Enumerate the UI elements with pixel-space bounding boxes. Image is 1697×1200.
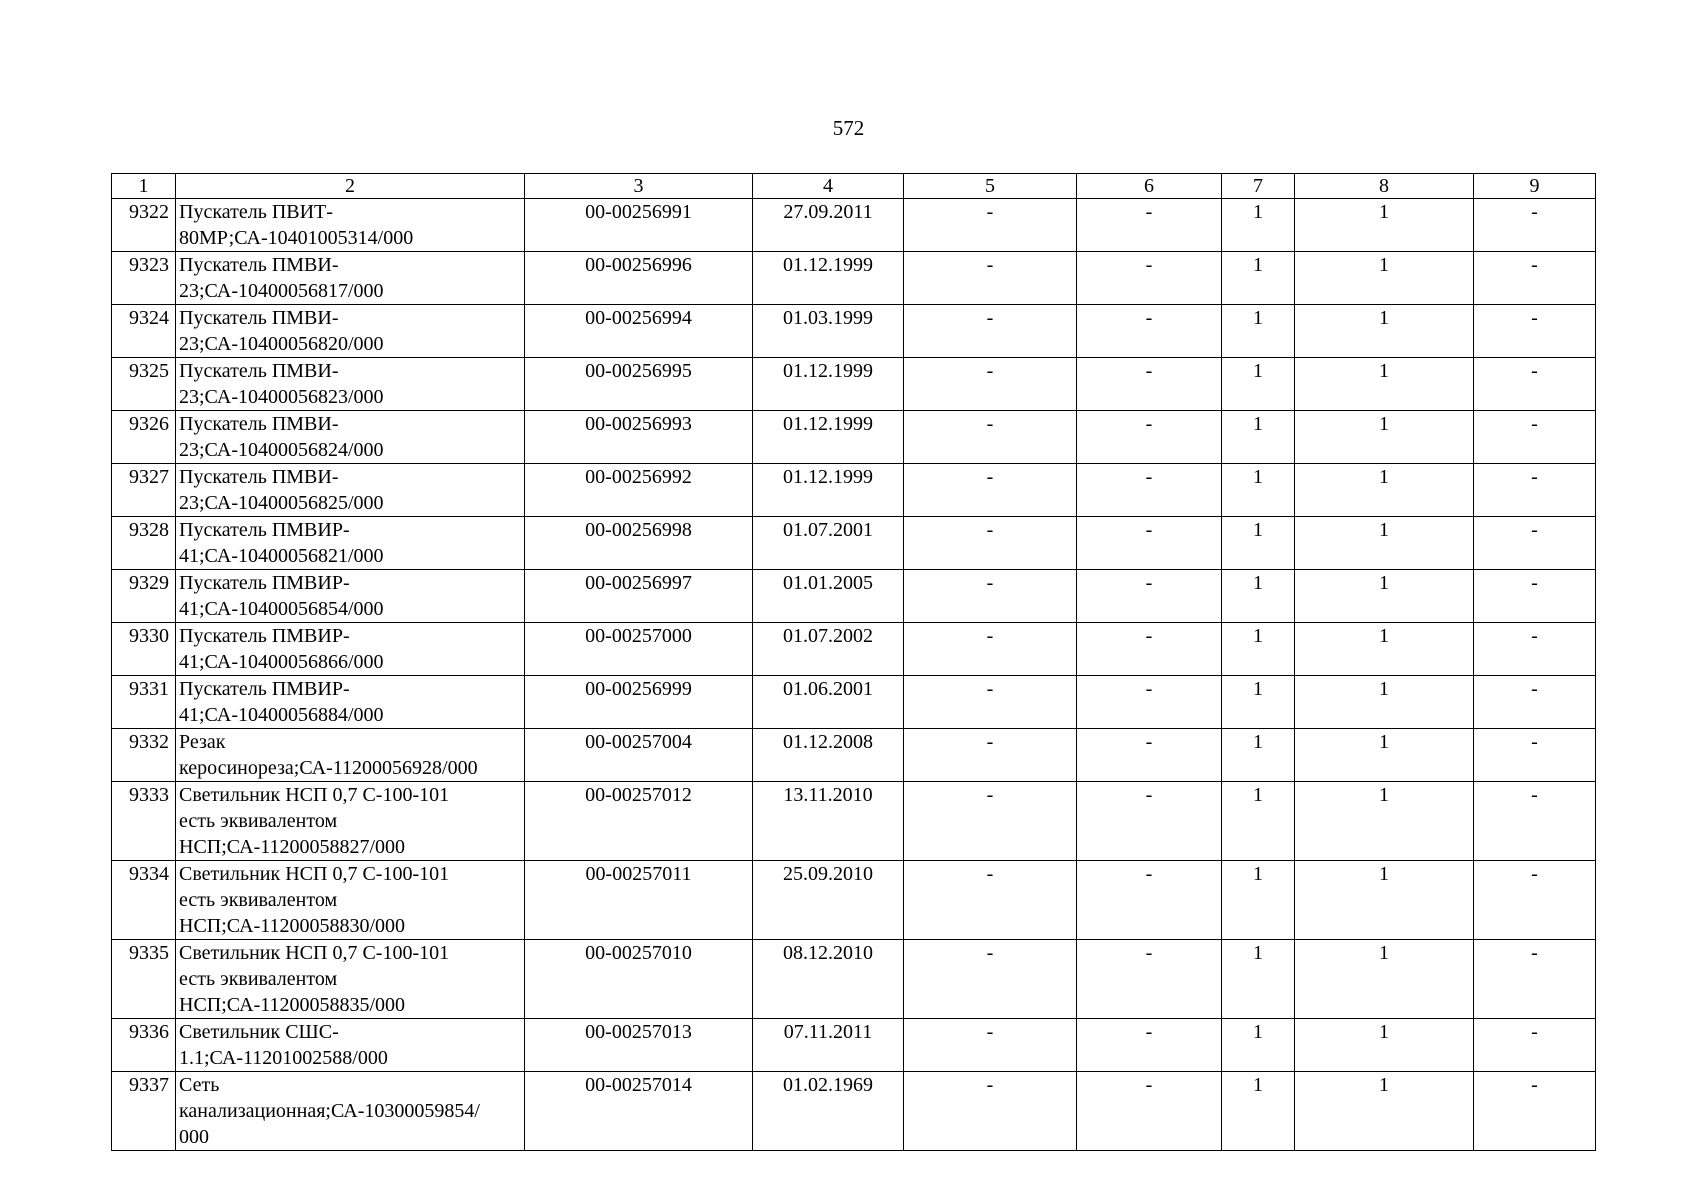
- row-number-cell: 9328: [112, 517, 176, 570]
- col6-cell: -: [1077, 729, 1222, 782]
- col6-cell: -: [1077, 570, 1222, 623]
- col7-cell: 1: [1222, 570, 1295, 623]
- col8-cell: 1: [1295, 623, 1474, 676]
- col5-cell: -: [904, 464, 1077, 517]
- name-cell: Резак керосинореза;СА-11200056928/000: [176, 729, 525, 782]
- col6-cell: -: [1077, 782, 1222, 861]
- col9-cell: -: [1474, 517, 1596, 570]
- date-cell: 27.09.2011: [753, 199, 904, 252]
- name-cell: Пускатель ПМВИР- 41;СА-10400056854/000: [176, 570, 525, 623]
- column-header: 3: [525, 174, 753, 199]
- column-header: 2: [176, 174, 525, 199]
- col7-cell: 1: [1222, 199, 1295, 252]
- col8-cell: 1: [1295, 411, 1474, 464]
- date-cell: 01.07.2001: [753, 517, 904, 570]
- table-body: [112, 199, 1596, 1151]
- name-cell: Пускатель ПМВИ- 23;СА-10400056825/000: [176, 464, 525, 517]
- table-row: [112, 676, 1596, 729]
- col5-cell: -: [904, 570, 1077, 623]
- table-row: [112, 305, 1596, 358]
- col5-cell: -: [904, 729, 1077, 782]
- table-header-row: [112, 174, 1596, 199]
- date-cell: 01.12.1999: [753, 252, 904, 305]
- date-cell: 01.07.2002: [753, 623, 904, 676]
- table-row: [112, 517, 1596, 570]
- table-row: [112, 782, 1596, 861]
- column-header: 6: [1077, 174, 1222, 199]
- col9-cell: -: [1474, 1072, 1596, 1151]
- table-row: [112, 623, 1596, 676]
- page-number: 572: [832, 116, 865, 140]
- col5-cell: -: [904, 623, 1077, 676]
- row-number-cell: 9323: [112, 252, 176, 305]
- table-row: [112, 570, 1596, 623]
- col8-cell: 1: [1295, 517, 1474, 570]
- table-row: [112, 940, 1596, 1019]
- col6-cell: -: [1077, 517, 1222, 570]
- row-number-cell: 9330: [112, 623, 176, 676]
- row-number-cell: 9327: [112, 464, 176, 517]
- col6-cell: -: [1077, 623, 1222, 676]
- name-cell: Светильник НСП 0,7 С-100-101 есть эквивалентом НСП;СА-11200058835/000: [176, 940, 525, 1019]
- date-cell: 13.11.2010: [753, 782, 904, 861]
- col7-cell: 1: [1222, 940, 1295, 1019]
- date-cell: 01.12.1999: [753, 464, 904, 517]
- row-number-cell: 9322: [112, 199, 176, 252]
- asset-table: [111, 173, 1596, 1151]
- row-number-cell: 9335: [112, 940, 176, 1019]
- inventory-number-cell: 00-00256996: [525, 252, 753, 305]
- col8-cell: 1: [1295, 358, 1474, 411]
- col6-cell: -: [1077, 411, 1222, 464]
- col9-cell: -: [1474, 252, 1596, 305]
- col9-cell: -: [1474, 570, 1596, 623]
- row-number-cell: 9325: [112, 358, 176, 411]
- column-header: 8: [1295, 174, 1474, 199]
- inventory-number-cell: 00-00256994: [525, 305, 753, 358]
- col9-cell: -: [1474, 676, 1596, 729]
- col7-cell: 1: [1222, 464, 1295, 517]
- row-number-cell: 9334: [112, 861, 176, 940]
- col7-cell: 1: [1222, 623, 1295, 676]
- name-cell: Пускатель ПВИТ- 80МР;СА-10401005314/000: [176, 199, 525, 252]
- row-number-cell: 9324: [112, 305, 176, 358]
- inventory-number-cell: 00-00256999: [525, 676, 753, 729]
- table-row: [112, 199, 1596, 252]
- col8-cell: 1: [1295, 252, 1474, 305]
- col5-cell: -: [904, 517, 1077, 570]
- name-cell: Пускатель ПМВИ- 23;СА-10400056817/000: [176, 252, 525, 305]
- table-row: [112, 358, 1596, 411]
- inventory-number-cell: 00-00257011: [525, 861, 753, 940]
- col5-cell: -: [904, 305, 1077, 358]
- date-cell: 01.02.1969: [753, 1072, 904, 1151]
- name-cell: Пускатель ПМВИ- 23;СА-10400056824/000: [176, 411, 525, 464]
- column-header: 4: [753, 174, 904, 199]
- inventory-number-cell: 00-00256998: [525, 517, 753, 570]
- col5-cell: -: [904, 252, 1077, 305]
- date-cell: 07.11.2011: [753, 1019, 904, 1072]
- col6-cell: -: [1077, 676, 1222, 729]
- inventory-number-cell: 00-00256995: [525, 358, 753, 411]
- col7-cell: 1: [1222, 411, 1295, 464]
- inventory-number-cell: 00-00257004: [525, 729, 753, 782]
- col8-cell: 1: [1295, 199, 1474, 252]
- col7-cell: 1: [1222, 1072, 1295, 1151]
- name-cell: Светильник НСП 0,7 С-100-101 есть эквивалентом НСП;СА-11200058830/000: [176, 861, 525, 940]
- col5-cell: -: [904, 411, 1077, 464]
- col7-cell: 1: [1222, 305, 1295, 358]
- col9-cell: -: [1474, 623, 1596, 676]
- inventory-number-cell: 00-00256993: [525, 411, 753, 464]
- inventory-number-cell: 00-00257010: [525, 940, 753, 1019]
- col9-cell: -: [1474, 411, 1596, 464]
- table-row: [112, 252, 1596, 305]
- name-cell: Пускатель ПМВИ- 23;СА-10400056823/000: [176, 358, 525, 411]
- col9-cell: -: [1474, 782, 1596, 861]
- date-cell: 08.12.2010: [753, 940, 904, 1019]
- col6-cell: -: [1077, 861, 1222, 940]
- inventory-number-cell: 00-00257000: [525, 623, 753, 676]
- name-cell: Пускатель ПМВИР- 41;СА-10400056884/000: [176, 676, 525, 729]
- col8-cell: 1: [1295, 1019, 1474, 1072]
- col6-cell: -: [1077, 1072, 1222, 1151]
- col5-cell: -: [904, 861, 1077, 940]
- col9-cell: -: [1474, 358, 1596, 411]
- date-cell: 01.06.2001: [753, 676, 904, 729]
- name-cell: Светильник НСП 0,7 С-100-101 есть эквивалентом НСП;СА-11200058827/000: [176, 782, 525, 861]
- col5-cell: -: [904, 199, 1077, 252]
- col6-cell: -: [1077, 305, 1222, 358]
- column-header: 9: [1474, 174, 1596, 199]
- row-number-cell: 9331: [112, 676, 176, 729]
- col7-cell: 1: [1222, 1019, 1295, 1072]
- row-number-cell: 9326: [112, 411, 176, 464]
- col8-cell: 1: [1295, 729, 1474, 782]
- row-number-cell: 9336: [112, 1019, 176, 1072]
- column-header: 1: [112, 174, 176, 199]
- col8-cell: 1: [1295, 305, 1474, 358]
- col6-cell: -: [1077, 940, 1222, 1019]
- col8-cell: 1: [1295, 1072, 1474, 1151]
- name-cell: Сеть канализационная;СА-10300059854/ 000: [176, 1072, 525, 1151]
- inventory-number-cell: 00-00256997: [525, 570, 753, 623]
- col7-cell: 1: [1222, 729, 1295, 782]
- col7-cell: 1: [1222, 861, 1295, 940]
- name-cell: Пускатель ПМВИР- 41;СА-10400056821/000: [176, 517, 525, 570]
- col6-cell: -: [1077, 1019, 1222, 1072]
- row-number-cell: 9337: [112, 1072, 176, 1151]
- col7-cell: 1: [1222, 358, 1295, 411]
- table-row: [112, 1072, 1596, 1151]
- col6-cell: -: [1077, 252, 1222, 305]
- col9-cell: -: [1474, 1019, 1596, 1072]
- col6-cell: -: [1077, 199, 1222, 252]
- date-cell: 25.09.2010: [753, 861, 904, 940]
- col6-cell: -: [1077, 358, 1222, 411]
- col8-cell: 1: [1295, 940, 1474, 1019]
- date-cell: 01.12.1999: [753, 411, 904, 464]
- date-cell: 01.12.1999: [753, 358, 904, 411]
- col8-cell: 1: [1295, 782, 1474, 861]
- col9-cell: -: [1474, 464, 1596, 517]
- table-row: [112, 861, 1596, 940]
- col7-cell: 1: [1222, 676, 1295, 729]
- col5-cell: -: [904, 1019, 1077, 1072]
- col5-cell: -: [904, 676, 1077, 729]
- col9-cell: -: [1474, 199, 1596, 252]
- col6-cell: -: [1077, 464, 1222, 517]
- column-header: 5: [904, 174, 1077, 199]
- inventory-number-cell: 00-00257013: [525, 1019, 753, 1072]
- col9-cell: -: [1474, 940, 1596, 1019]
- table-row: [112, 1019, 1596, 1072]
- col5-cell: -: [904, 358, 1077, 411]
- col7-cell: 1: [1222, 517, 1295, 570]
- col5-cell: -: [904, 940, 1077, 1019]
- col7-cell: 1: [1222, 252, 1295, 305]
- col8-cell: 1: [1295, 676, 1474, 729]
- inventory-number-cell: 00-00256992: [525, 464, 753, 517]
- col9-cell: -: [1474, 861, 1596, 940]
- row-number-cell: 9333: [112, 782, 176, 861]
- name-cell: Пускатель ПМВИ- 23;СА-10400056820/000: [176, 305, 525, 358]
- date-cell: 01.03.1999: [753, 305, 904, 358]
- col9-cell: -: [1474, 729, 1596, 782]
- col8-cell: 1: [1295, 464, 1474, 517]
- inventory-number-cell: 00-00256991: [525, 199, 753, 252]
- table-row: [112, 464, 1596, 517]
- col5-cell: -: [904, 1072, 1077, 1151]
- column-header: 7: [1222, 174, 1295, 199]
- name-cell: Светильник СШС- 1.1;СА-11201002588/000: [176, 1019, 525, 1072]
- table-row: [112, 411, 1596, 464]
- row-number-cell: 9332: [112, 729, 176, 782]
- date-cell: 01.01.2005: [753, 570, 904, 623]
- table-row: [112, 729, 1596, 782]
- col8-cell: 1: [1295, 570, 1474, 623]
- row-number-cell: 9329: [112, 570, 176, 623]
- col5-cell: -: [904, 782, 1077, 861]
- col8-cell: 1: [1295, 861, 1474, 940]
- col7-cell: 1: [1222, 782, 1295, 861]
- name-cell: Пускатель ПМВИР- 41;СА-10400056866/000: [176, 623, 525, 676]
- inventory-number-cell: 00-00257012: [525, 782, 753, 861]
- date-cell: 01.12.2008: [753, 729, 904, 782]
- inventory-number-cell: 00-00257014: [525, 1072, 753, 1151]
- col9-cell: -: [1474, 305, 1596, 358]
